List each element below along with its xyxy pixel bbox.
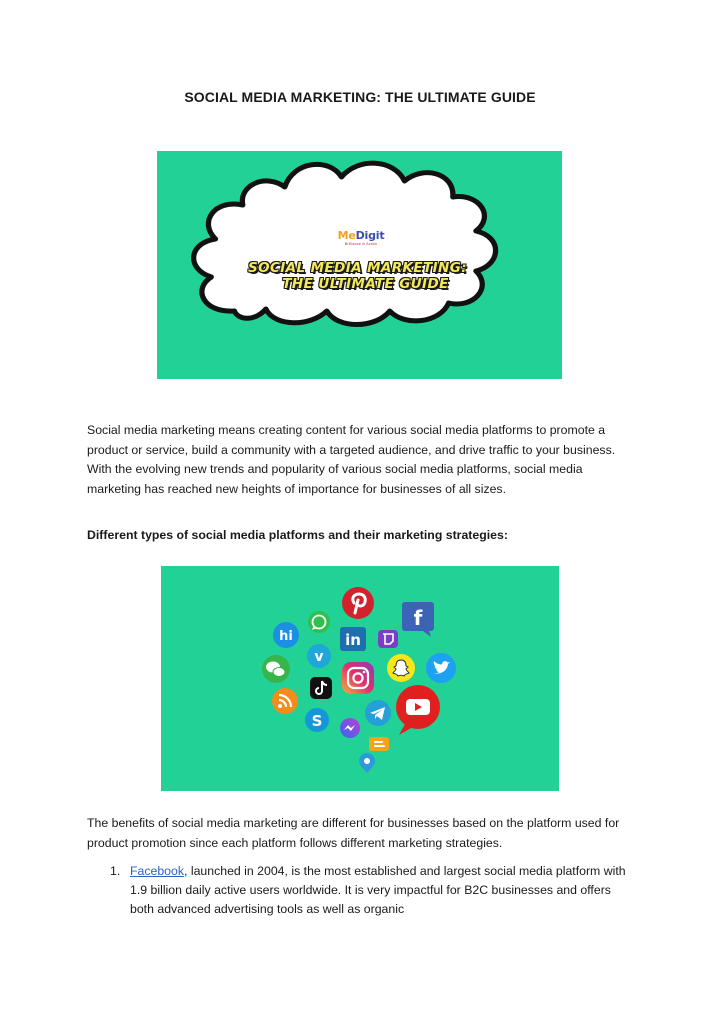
medigit-logo [335,229,387,246]
rss-icon [271,687,299,715]
list-item [110,862,630,919]
facebook-link[interactable]: Facebook [130,864,185,878]
section-subheading: Different types of social media platforms and their marketing strategies: [87,528,508,542]
hike-label: hi [279,629,293,644]
list-number: 1. [110,864,121,878]
tiktok-icon [309,676,333,700]
linkedin-icon [339,626,367,652]
pinterest-icon [341,586,375,620]
logo-tagline: Brilliance in Action [344,242,378,246]
list-item-text: , launched in 2004, is the most established and largest social media platform with 1.9 billion daily active users worldwide. It is very impactful for B2C businesses and offers both advanced advertising tools as well as organic [130,864,626,916]
hero-line-2: THE ULTIMATE GUIDE [282,276,449,292]
periscope-icon [357,752,377,774]
logo-brand-right: Digit [355,229,385,242]
messenger-icon [339,717,361,739]
page-title: SOCIAL MEDIA MARKETING: THE ULTIMATE GUIDE [184,89,536,105]
platform-list [110,862,630,919]
instagram-icon [341,661,375,695]
youtube-icon [393,684,443,736]
logo-brand-left: Me [337,229,356,242]
hero-image [157,151,562,379]
benefits-paragraph: The benefits of social media marketing are different for businesses based on the platform used for product promotion since each platform follows different marketing strategies. [87,816,620,850]
vimeo-icon [306,643,332,669]
twitch-icon [376,628,400,652]
wechat-icon [261,654,291,684]
facebook-f-label: f [413,606,423,630]
facebook-icon [401,600,435,638]
hero-line-1: SOCIAL MEDIA MARKETING: [247,260,468,276]
telegram-icon [364,699,392,727]
linkedin-label: in [345,631,361,649]
vimeo-label: v [314,649,324,665]
intro-paragraph: Social media marketing means creating content for various social media platforms to promote a product or service, build a community with a targeted audience, and drive traffic to your business. With the evolving new trends and popularity of various social media platforms, social media marketing has reached new heights of importance for businesses of all sizes. [87,423,616,496]
snapchat-icon [386,653,416,683]
social-icons-image [161,566,559,791]
skype-label: S [311,712,323,730]
whatsapp-icon [307,610,331,634]
twitter-icon [425,652,457,684]
skype-icon [304,707,330,733]
hike-icon [272,621,300,649]
blogger-icon [368,736,390,752]
